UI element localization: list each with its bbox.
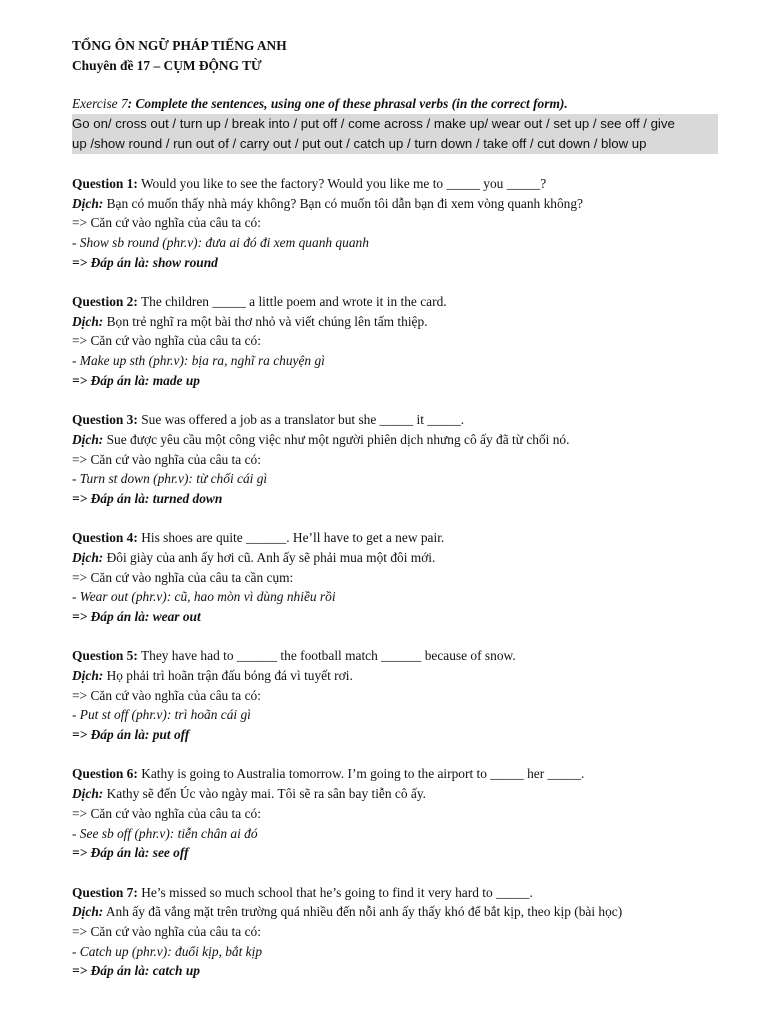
question-block-7: [72, 883, 718, 982]
question-label: Question 1:: [72, 175, 138, 191]
basis-line: => Căn cứ vào nghĩa của câu ta có:: [72, 923, 261, 939]
exercise-heading: [72, 94, 718, 114]
question-label: Question 5:: [72, 648, 138, 664]
question-label: Question 4:: [72, 530, 138, 546]
basis-line: => Căn cứ vào nghĩa của câu ta có:: [72, 333, 261, 349]
definition-line: - Make up sth (phr.v): bịa ra, nghĩ ra chuyện gì: [72, 353, 325, 369]
translation-line: [72, 430, 718, 450]
question-text: They have had to ______ the football match ______ because of snow.: [137, 648, 516, 664]
translation-text: Đôi giày của anh ấy hơi cũ. Anh ấy sẽ phải mua một đôi mới.: [103, 549, 436, 565]
question-line: [72, 883, 718, 903]
translation-line: [72, 784, 718, 804]
translation-label: Dịch:: [72, 549, 104, 565]
question-block-4: [72, 528, 718, 627]
question-block-2: [72, 292, 718, 391]
question-line: [72, 528, 718, 548]
question-text: His shoes are quite ______. He’ll have to get a new pair.: [137, 530, 445, 546]
phrasal-verb-line-2: up /show round / run out of / carry out / put out / catch up / turn down / take off / cut down / blow up: [72, 135, 647, 151]
definition-line: - See sb off (phr.v): tiễn chân ai đó: [72, 825, 258, 841]
question-text: Sue was offered a job as a translator but she _____ it _____.: [137, 412, 465, 428]
answer-line: => Đáp án là: see off: [72, 845, 189, 861]
question-text: The children _____ a little poem and wrote it in the card.: [137, 294, 447, 309]
answer-line: => Đáp án là: show round: [72, 254, 218, 270]
translation-text: Kathy sẽ đến Úc vào ngày mai. Tôi sẽ ra sân bay tiễn cô ấy.: [103, 786, 427, 802]
phrasal-verb-line-1: Go on/ cross out / turn up / break into / put off / come across / make up/ wear out / set up / see off / give: [72, 116, 675, 132]
definition-line: - Turn st down (phr.v): từ chối cái gì: [72, 471, 268, 487]
translation-text: Bọn trẻ nghĩ ra một bài thơ nhỏ và viết chúng lên tấm thiệp.: [103, 313, 428, 329]
answer-line: => Đáp án là: catch up: [72, 963, 200, 979]
translation-label: Dịch:: [72, 313, 104, 329]
basis-line: => Căn cứ vào nghĩa của câu ta có:: [72, 805, 261, 821]
document-page: [72, 36, 718, 981]
basis-line: => Căn cứ vào nghĩa của câu ta cần cụm:: [72, 569, 294, 585]
document-subtitle: Chuyên đề 17 – CỤM ĐỘNG TỪ: [72, 57, 262, 73]
basis-line: => Căn cứ vào nghĩa của câu ta có:: [72, 451, 261, 467]
question-text: He’s missed so much school that he’s going to find it very hard to _____.: [137, 884, 533, 900]
translation-label: Dịch:: [72, 195, 104, 211]
answer-line: => Đáp án là: put off: [72, 727, 190, 743]
definition-line: - Wear out (phr.v): cũ, hao mòn vì dùng nhiều rồi: [72, 589, 336, 605]
translation-text: Anh ấy đã vắng mặt trên trường quá nhiều đến nỗi anh ấy thấy khó để bắt kịp, theo kịp (bài học): [103, 904, 623, 920]
question-block-3: [72, 410, 718, 509]
exercise-label: Exercise 7: [72, 96, 128, 112]
translation-text: Sue được yêu cầu một công việc như một người phiên dịch nhưng cô ấy đã từ chối nó.: [103, 431, 570, 447]
question-line: [72, 646, 718, 666]
translation-label: Dịch:: [72, 904, 104, 920]
basis-line: => Căn cứ vào nghĩa của câu ta có:: [72, 215, 261, 231]
translation-line: [72, 194, 718, 214]
question-label: Question 2:: [72, 294, 138, 309]
translation-text: Bạn có muốn thấy nhà máy không? Bạn có muốn tôi dẫn bạn đi xem vòng quanh không?: [103, 195, 583, 211]
document-title: TỔNG ÔN NGỮ PHÁP TIẾNG ANH: [72, 38, 287, 53]
question-block-1: [72, 174, 718, 273]
translation-text: Họ phải trì hoãn trận đấu bóng đá vì tuyết rơi.: [103, 668, 353, 684]
phrasal-verb-list: [72, 114, 718, 154]
answer-line: => Đáp án là: made up: [72, 372, 200, 388]
definition-line: - Show sb round (phr.v): đưa ai đó đi xem quanh quanh: [72, 235, 369, 250]
translation-line: [72, 548, 718, 568]
translation-line: [72, 312, 718, 332]
question-text: Kathy is going to Australia tomorrow. I’m going to the airport to _____ her _____.: [137, 766, 585, 782]
question-text: Would you like to see the factory? Would you like me to _____ you _____?: [137, 175, 547, 191]
translation-line: [72, 902, 718, 922]
question-line: [72, 764, 718, 784]
question-line: [72, 410, 718, 430]
answer-line: => Đáp án là: wear out: [72, 609, 201, 625]
question-block-5: [72, 646, 718, 745]
definition-line: - Catch up (phr.v): đuổi kịp, bắt kịp: [72, 943, 263, 959]
translation-label: Dịch:: [72, 668, 104, 684]
translation-label: Dịch:: [72, 431, 104, 447]
question-label: Question 7:: [72, 884, 138, 900]
question-block-6: [72, 764, 718, 863]
answer-line: => Đáp án là: turned down: [72, 490, 223, 506]
translation-line: [72, 666, 718, 686]
question-label: Question 6:: [72, 766, 138, 782]
question-line: [72, 174, 718, 194]
question-label: Question 3:: [72, 412, 138, 428]
definition-line: - Put st off (phr.v): trì hoãn cái gì: [72, 707, 251, 723]
translation-label: Dịch:: [72, 786, 104, 802]
exercise-instruction: : Complete the sentences, using one of these phrasal verbs (in the correct form).: [127, 96, 568, 112]
basis-line: => Căn cứ vào nghĩa của câu ta có:: [72, 687, 261, 703]
question-line: [72, 292, 718, 312]
